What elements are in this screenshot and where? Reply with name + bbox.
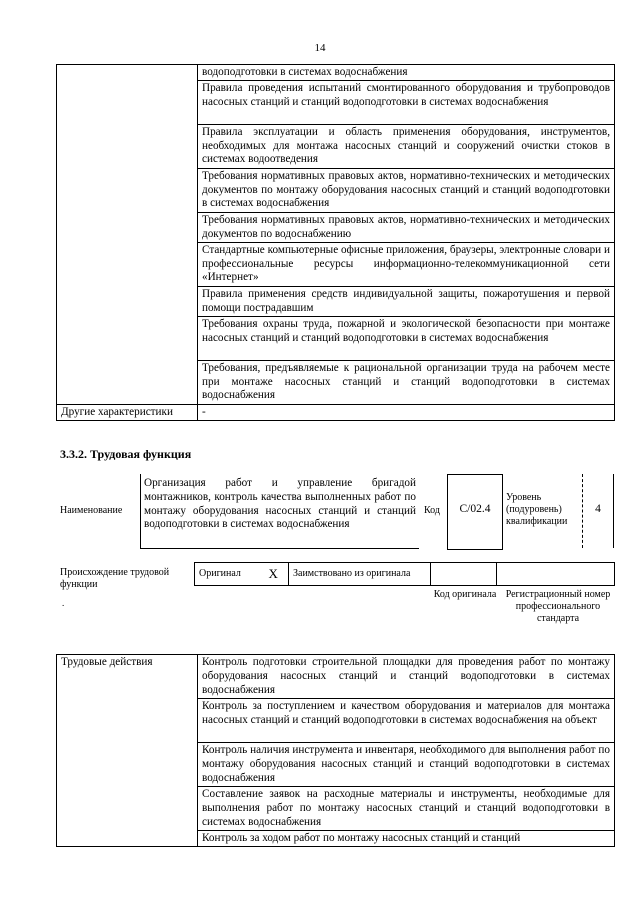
table-cell: водоподготовки в системах водоснабжения [198, 65, 615, 81]
labor-actions-table [56, 654, 615, 847]
table-row [57, 65, 615, 81]
code-original-label: Код оригинала [433, 589, 497, 600]
name-value: Организация работ и управление бригадой монтажников, контроль качества выполненных работ по монтажу оборудования насосных станций и станций водоподготовки в системах водоснабжения [144, 477, 416, 531]
table-cell: Требования охраны труда, пожарной и экологической безопасности при монтаже насосных станций и станций водоподготовки в системах водоснабжения [198, 316, 615, 360]
name-label: Наименование [60, 505, 123, 516]
table-cell: Требования нормативных правовых актов, нормативно-технических и методических документов по монтажу оборудования насосных станций и станций водоподготовки в системах водоснабжения [198, 168, 615, 212]
original-mark: X [259, 563, 289, 586]
borrowed-label: Заимствовано из оригинала [289, 563, 431, 586]
table-row [57, 404, 615, 420]
code-value: С/02.4 [459, 503, 491, 515]
table-row [195, 563, 615, 586]
table-cell: Требования, предъявляемые к рациональной организации труда на рабочем месте при монтаже насосных станций и станций водоподготовки в системах водоснабжения [198, 360, 615, 404]
section-heading: 3.3.2. Трудовая функция [60, 447, 192, 461]
table-row [57, 655, 615, 699]
table-cell: Контроль наличия инструмента и инвентаря, необходимого для выполнения работ по монтажу оборудования насосных станций и станций водоподготовки в системах водоснабжения [198, 743, 615, 787]
other-characteristics-value: - [198, 404, 615, 420]
table-cell: Стандартные компьютерные офисные приложения, браузеры, электронные словари и профессиональные ресурсы информационно-телекоммуникационной сети «Интернет» [198, 242, 615, 286]
knowledge-table [56, 64, 615, 421]
table-cell: Контроль подготовки строительной площадки для проведения работ по монтажу оборудования насосных станций и станций водоподготовки в системах водоснабжения [198, 655, 615, 699]
level-label: Уровень (подуровень) квалификации [506, 492, 568, 527]
level-value: 4 [595, 503, 601, 515]
table-cell: Правила проведения испытаний смонтированного оборудования и трубопроводов насосных станций и станций водоподготовки в системах водоснабжения [198, 80, 615, 124]
dot-mark: . [62, 598, 65, 608]
page-number: 14 [314, 42, 326, 54]
table-cell: Контроль за поступлением и качеством оборудования и материалов для монтажа насосных станций и станций водоподготовки в системах водоснабжения на объект [198, 699, 615, 743]
origin-label: Происхождение трудовой функции [60, 567, 170, 590]
table-cell: Требования нормативных правовых актов, нормативно-технических и методических документов по водоснабжению [198, 212, 615, 242]
labor-actions-label: Трудовые действия [57, 655, 198, 847]
code-label: Код [424, 505, 440, 516]
reg-number-label: Регистрационный номер профессионального стандарта [505, 589, 611, 624]
origin-reg-cell [497, 563, 615, 586]
table-cell: Составление заявок на расходные материалы и инструменты, необходимые для выполнения работ по монтажу насосных станций и станций водоподготовки в системах водоснабжения [198, 787, 615, 831]
original-label: Оригинал [195, 563, 259, 586]
origin-code-cell [431, 563, 497, 586]
table-cell: Контроль за ходом работ по монтажу насосных станций и станций [198, 831, 615, 847]
other-characteristics-label: Другие характеристики [57, 404, 198, 420]
label-cell-empty [57, 65, 198, 405]
origin-table [194, 562, 615, 586]
table-cell: Правила применения средств индивидуальной защиты, пожаротушения и первой помощи пострадавшим [198, 286, 615, 316]
table-cell: Правила эксплуатации и область применения оборудования, инструментов, необходимых для монтажа насосных станций и сооружений очистки стоков в системах водоотведения [198, 124, 615, 168]
